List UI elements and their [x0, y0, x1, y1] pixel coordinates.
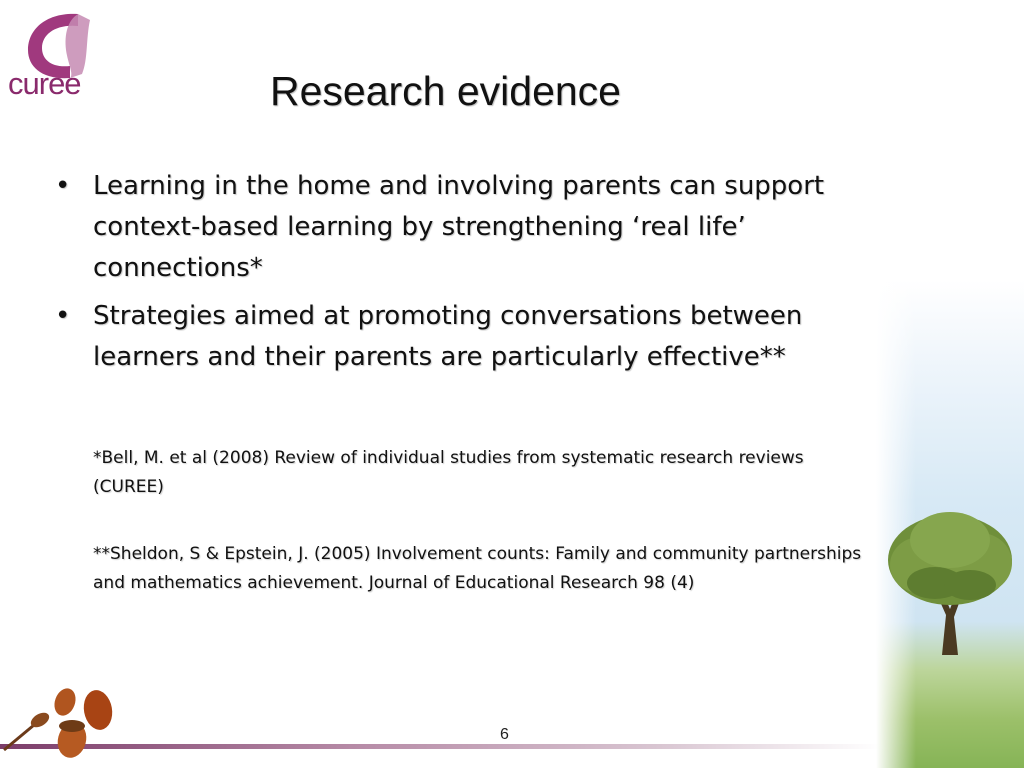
acorn-icon — [0, 680, 125, 768]
bullet-icon: • — [55, 301, 71, 331]
bullet-item — [55, 166, 875, 289]
tree-icon — [880, 505, 1020, 655]
bullet-text: Learning in the home and involving parents can support context-based learning by strengthening ‘real life’ connections* — [93, 171, 825, 283]
reference-sheldon: **Sheldon, S & Epstein, J. (2005) Involvement counts: Family and community partnerships and mathematics achievement. Journal of Educational Research 98 (4) — [93, 544, 862, 593]
bullet-list — [55, 166, 875, 385]
logo-text: curee — [8, 66, 81, 101]
reference-bell: *Bell, M. et al (2008) Review of individual studies from systematic research reviews (CUREE) — [93, 448, 804, 497]
bullet-icon: • — [55, 171, 71, 201]
footer-divider — [0, 744, 880, 749]
slide-title: Research evidence — [270, 68, 621, 114]
bullet-text: Strategies aimed at promoting conversations between learners and their parents are particularly effective** — [93, 301, 803, 372]
page-number: 6 — [500, 726, 509, 743]
bullet-item — [55, 296, 875, 378]
